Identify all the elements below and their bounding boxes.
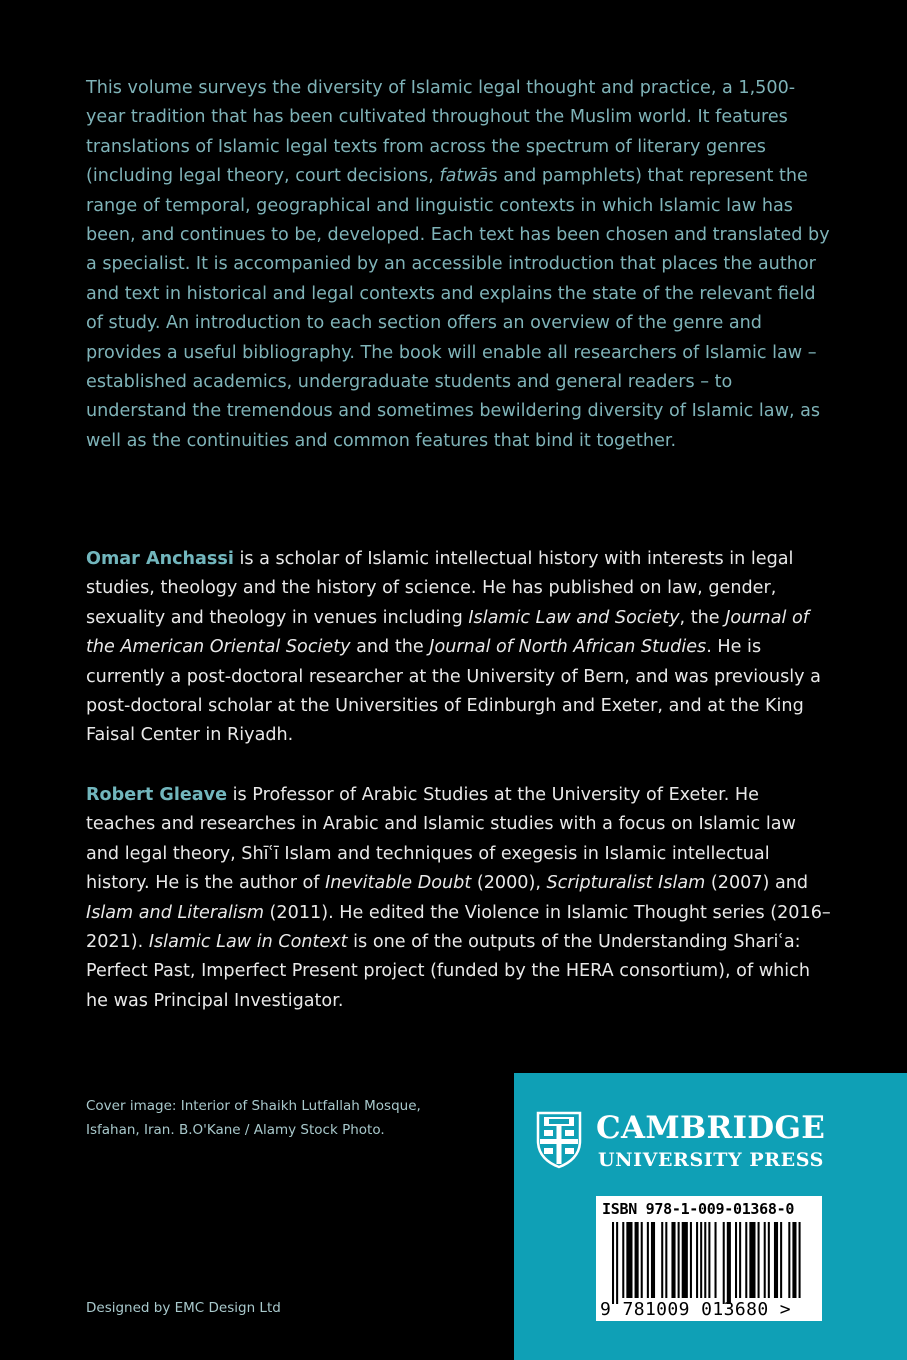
barcode-bar (768, 1222, 770, 1298)
barcode-bar (764, 1222, 766, 1298)
barcode-bar (780, 1222, 782, 1298)
bio-text: is Professor of Arabic Studies at the University of Exeter. He teaches and researches in Arabic and Islamic studies with a focus on Islamic law and legal theory, Shīʿī Islam and techniques of exegesis in Islamic intellectual history. He is the author of (86, 785, 796, 894)
barcode-bar (774, 1222, 778, 1298)
journal-title: Journal of the American Oriental Society (86, 607, 809, 658)
bio-text: is one of the outputs of the Understanding Shariʿa: Perfect Past, Imperfect Present project (funded by the HERA consortium), of which he was Principal Investigator. (86, 932, 810, 1011)
barcode-bar (665, 1222, 667, 1298)
bio-text: (2007) and (705, 873, 809, 894)
barcode-bar (715, 1222, 717, 1298)
barcode-bar (622, 1222, 624, 1298)
book-title: Scripturalist Islam (546, 873, 706, 894)
publisher-panel (514, 1073, 907, 1360)
blurb-text-1: This volume surveys the diversity of Islamic legal thought and practice, a 1,500-year tradition that has been cultivated throughout the Muslim world. It features translations of Islamic legal texts from across the spectrum of literary genres (including legal theory, court decisions, (86, 78, 796, 187)
barcode-bar (745, 1222, 747, 1298)
barcode-bar (690, 1222, 692, 1298)
credit-line: Isfahan, Iran. B.O'Kane / Alamy Stock Photo. (86, 1122, 385, 1138)
bio-text: , the (679, 607, 726, 628)
blurb-fatwa: fatwā (439, 166, 489, 187)
barcode-bar (612, 1222, 614, 1304)
ean-digits: 9 781009 013680 > (600, 1299, 792, 1320)
designer-credit: Designed by EMC Design Ltd (86, 1300, 281, 1316)
bio-text: (2000), (471, 873, 547, 894)
barcode-bar (700, 1222, 702, 1298)
barcode-bar (704, 1222, 706, 1298)
book-title: Islam and Literalism (86, 902, 264, 923)
barcode-bar (682, 1222, 688, 1298)
barcode-bar (799, 1222, 801, 1298)
barcode-bar (749, 1222, 755, 1298)
barcode-bar (616, 1222, 618, 1304)
bio-text: . He is currently a post-doctoral researcher at the University of Bern, and was previously a post-doctoral scholar at the Universities of Edinburgh and Exeter, and at the King Faisal Center in Riyadh. (86, 637, 821, 746)
blurb-text-2: s and pamphlets) that represent the range of temporal, geographical and linguistic contexts in which Islamic law has been, and continues to be, developed. Each text has been chosen and translated by a specialist. It is accompanied by an accessible introduction that places the author and text in historical and legal contexts and explains the state of the relevant field of study. An introduction to each section offers an overview of the genre and provides a useful bibliography. The book will enable all researchers of Islamic law – established academics, undergraduate students and general readers – to understand the tremendous and sometimes bewildering diversity of Islamic law, as well as the continuities and common features that bind it together. (86, 166, 830, 451)
bio-text: is a scholar of Islamic intellectual history with interests in legal studies, theology and the history of science. He has published on law, gender, sexuality and theology in venues including (86, 549, 794, 628)
author-bio-gleave (86, 781, 831, 1016)
author-bio-anchassi (86, 545, 831, 751)
barcode-bar (635, 1222, 639, 1298)
barcode-bar (661, 1222, 663, 1298)
book-title: Inevitable Doubt (325, 873, 472, 894)
publisher-name: CAMBRIDGE (596, 1110, 826, 1146)
barcode-bar (739, 1222, 741, 1298)
bio-text: (2011). He edited the Violence in Islamic Thought series (2016–2021). (86, 902, 831, 953)
barcode-bar (671, 1222, 675, 1298)
author-name: Robert Gleave (86, 785, 228, 805)
barcode-bar (758, 1222, 760, 1298)
journal-title: Islamic Law and Society (468, 607, 680, 628)
bio-text: and the (350, 637, 430, 658)
barcode-bar (626, 1222, 632, 1298)
isbn-label: ISBN 978-1-009-01368-0 (602, 1200, 795, 1218)
barcode-bar (788, 1222, 790, 1298)
cambridge-crest-icon (536, 1111, 582, 1169)
book-title: Islamic Law in Context (148, 932, 348, 953)
barcode-bar (723, 1222, 725, 1304)
journal-title: Journal of North African Studies (429, 637, 707, 658)
barcode-bar (735, 1222, 737, 1298)
publisher-subname: UNIVERSITY PRESS (598, 1149, 824, 1171)
barcode-bar (647, 1222, 649, 1298)
author-name: Omar Anchassi (86, 549, 234, 569)
barcode-bar (727, 1222, 731, 1304)
barcode-bar (651, 1222, 655, 1298)
barcode-bar (678, 1222, 680, 1298)
barcode-bar (641, 1222, 643, 1298)
isbn-barcode (596, 1196, 822, 1321)
credit-line: Cover image: Interior of Shaikh Lutfallah Mosque, (86, 1098, 421, 1114)
barcode-bar (708, 1222, 710, 1298)
cover-image-credit (86, 1094, 421, 1142)
book-description (86, 74, 831, 456)
barcode-bar (792, 1222, 796, 1298)
barcode-bar (696, 1222, 698, 1298)
